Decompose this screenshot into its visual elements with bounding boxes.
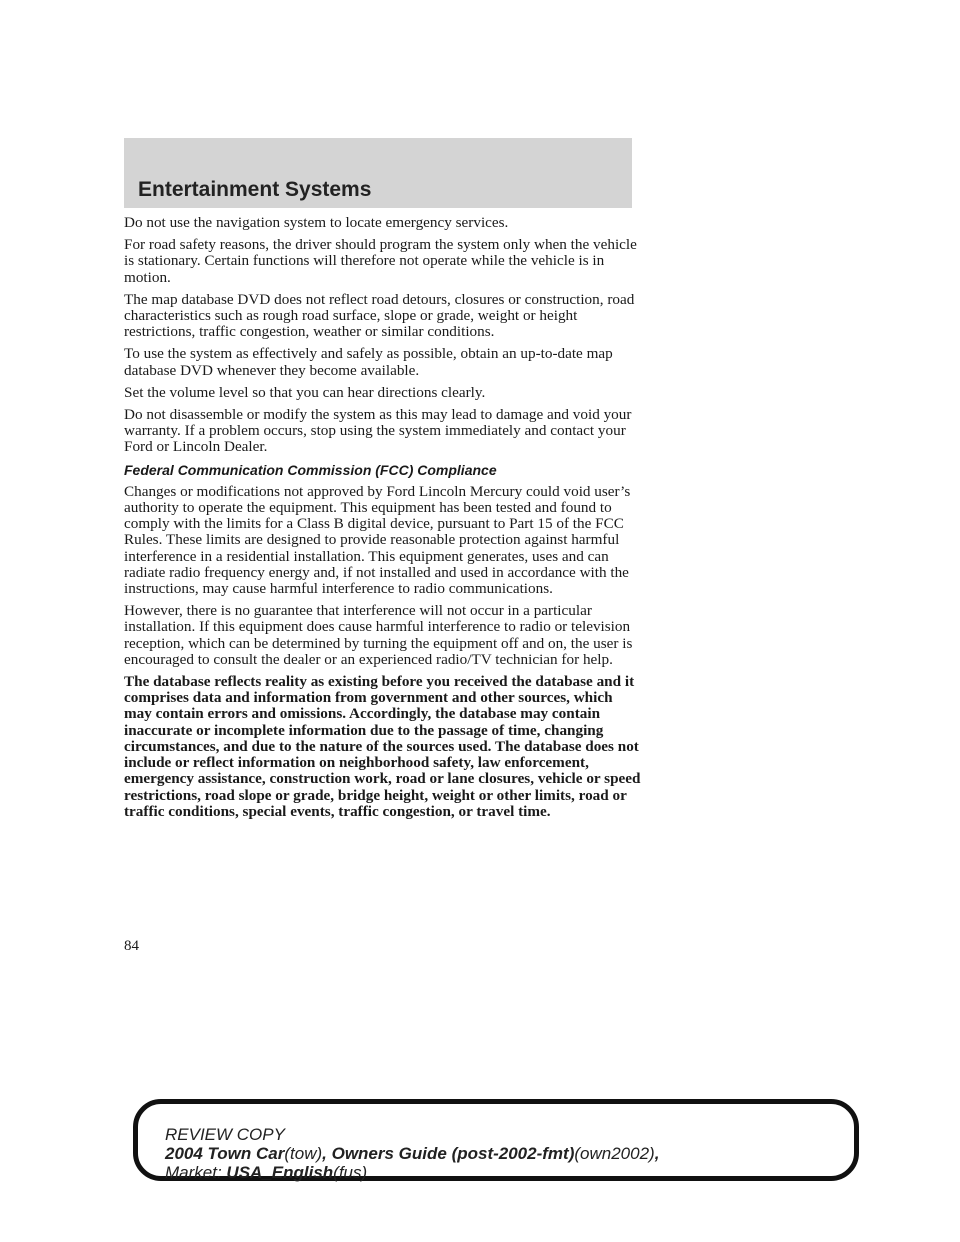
paragraph-map-database: The map database DVD does not reflect road detours, closures or construction, road characteristics such as rough road surface, slope or grade, weight or height restrictions, traffic congestion, weather or similar conditions. bbox=[124, 290, 635, 341]
paragraph-volume: Set the volume level so that you can hear directions clearly. bbox=[124, 383, 486, 401]
paragraph-update-dvd: To use the system as effectively and safely as possible, obtain an up-to-date map database DVD whenever they become available. bbox=[124, 345, 613, 379]
review-line-3: Market: USA_English(fus) bbox=[165, 1163, 368, 1182]
section-header-band bbox=[124, 138, 632, 208]
paragraph-disassemble: Do not disassemble or modify the system as this may lead to damage and void your warranty. If a problem occurs, stop using the system immediately and contact your Ford or Lincoln Dealer. bbox=[124, 406, 632, 456]
paragraph-fcc-changes: Changes or modifications not approved by Ford Lincoln Mercury could void user’s authority to operate the equipment. This equipment has been tested and found to comply with the limits for a Class B digital device, pursuant to Part 15 of the FCC Rules. These limits are designed to provide reasonable protection against harmful interference in a residential installation. This equipment generates, uses and can radiate radio frequency energy and, if not installed and used in accordance with the instructions, may cause harmful interference to radio communications. bbox=[124, 482, 631, 598]
page-content bbox=[124, 215, 644, 826]
review-line-2: 2004 Town Car(tow), Owners Guide (post-2002-fmt)(own2002), bbox=[165, 1144, 660, 1163]
paragraph-emergency: Do not use the navigation system to locate emergency services. bbox=[124, 214, 509, 231]
fcc-subheading: Federal Communication Commission (FCC) Compliance bbox=[124, 461, 497, 478]
review-line-1: REVIEW COPY bbox=[165, 1125, 285, 1144]
paragraph-fcc-guarantee: However, there is no guarantee that interference will not occur in a particular installation. If this equipment does cause harmful interference to radio or television reception, which can be determined by turning the equipment off and on, the user is encouraged to consult the dealer or an experienced radio/TV technician for help. bbox=[124, 602, 633, 668]
paragraph-road-safety: For road safety reasons, the driver should program the system only when the vehicle is stationary. Certain functions will therefore not operate while the vehicle is in motion. bbox=[124, 236, 637, 286]
section-title: Entertainment Systems bbox=[138, 178, 372, 201]
paragraph-database-disclaimer: The database reflects reality as existing before you received the database and it comprises data and information from government and other sources, which may contain errors and omissions. Accordingly, the database may contain inaccurate or incomplete information due to the passage of time, changing circumstances, and due to the nature of the sources used. The database does not include or reflect information on neighborhood safety, law enforcement, emergency assistance, construction work, road or lane closures, vehicle or speed restrictions, road slope or grade, bridge height, weight or other limits, road or traffic conditions, special events, traffic congestion, or travel time. bbox=[124, 673, 641, 820]
page-number: 84 bbox=[124, 938, 139, 954]
review-copy-text bbox=[165, 1125, 659, 1182]
